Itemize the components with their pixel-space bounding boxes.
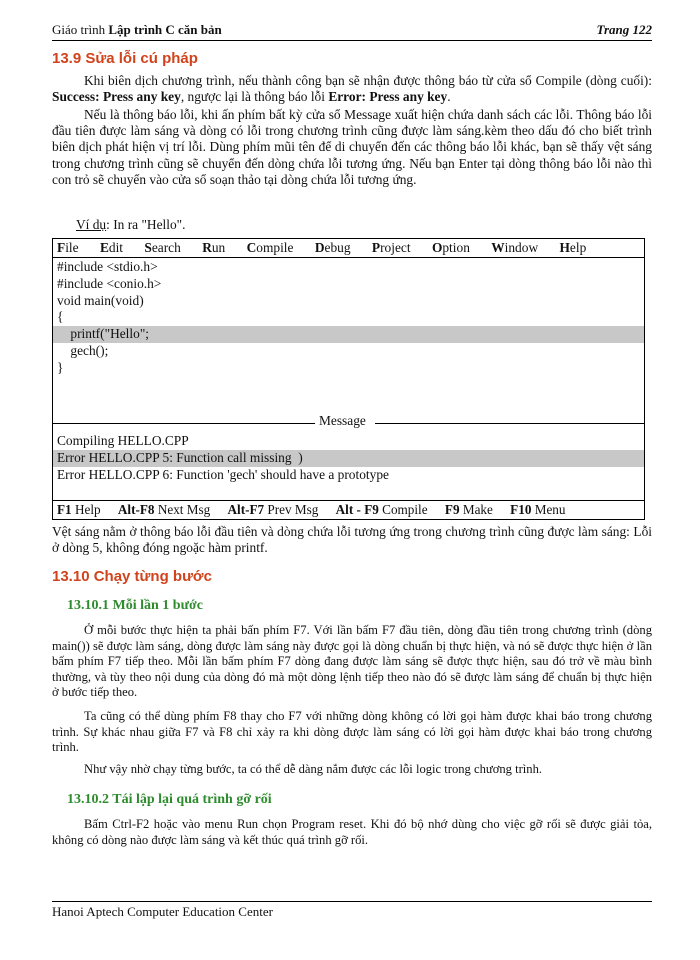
message-item-highlighted[interactable]: Error HELLO.CPP 5: Function call missing ) bbox=[53, 450, 644, 467]
subsection-13-10-1-heading: 13.10.1 Mỗi lần 1 bước bbox=[67, 598, 203, 613]
status-menu[interactable]: F10 Menu bbox=[510, 502, 566, 517]
separator-line-right bbox=[375, 423, 644, 424]
ide-explanation-paragraph: Vệt sáng nằm ở thông báo lỗi đầu tiên và dòng chứa lỗi tương ứng trong chương trình cũng được làm sáng: Lỗi ở dòng 5, không đóng ngoặc hàm printf. bbox=[52, 524, 652, 556]
message-list[interactable] bbox=[57, 433, 644, 483]
header-book-title: Giáo trình Lập trình C căn bản bbox=[52, 22, 222, 37]
status-next-msg[interactable]: Alt-F8 Next Msg bbox=[117, 502, 211, 517]
code-line: } bbox=[57, 359, 64, 375]
menu-file[interactable]: File bbox=[57, 240, 79, 255]
section-13-10-heading: 13.10 Chạy từng bước bbox=[52, 568, 212, 585]
separator-line-left bbox=[53, 423, 315, 424]
message-window-title: Message bbox=[315, 413, 370, 429]
subsection-13-10-2-heading: 13.10.2 Tái lập lại quá trình gỡ rối bbox=[67, 792, 272, 807]
subsection-13-10-1-paragraph-3: Như vậy nhờ chạy từng bước, ta có thể dễ dàng nắm được các lỗi logic trong chương trình. bbox=[84, 762, 543, 776]
section-13-9-heading: 13.9 Sửa lỗi cú pháp bbox=[52, 50, 198, 67]
menu-help[interactable]: Help bbox=[559, 240, 587, 255]
status-make[interactable]: F9 Make bbox=[444, 502, 493, 517]
example-caption: Ví dụ: In ra "Hello". bbox=[76, 217, 186, 232]
subsection-13-10-2-paragraph-1: Bấm Ctrl-F2 hoặc vào menu Run chọn Program reset. Khi đó bộ nhớ dùng cho việc gỡ rối sẽ được giải tỏa, không có dòng nào được làm sáng và kết thúc quá trình gỡ rối. bbox=[52, 817, 652, 847]
section-13-9-paragraph-1: Khi biên dịch chương trình, nếu thành công bạn sẽ nhận được thông báo từ cửa sổ Compile (dòng cuối): Success: Press any key, ngược lại là thông báo lỗi Error: Press any key. bbox=[52, 73, 652, 105]
status-prev-msg[interactable]: Alt-F7 Prev Msg bbox=[227, 502, 319, 517]
header-page-number: Trang 122 bbox=[596, 22, 652, 37]
code-editor[interactable] bbox=[57, 259, 644, 377]
message-window-separator bbox=[53, 415, 644, 429]
message-item[interactable]: Compiling HELLO.CPP bbox=[57, 433, 189, 448]
code-line: #include <stdio.h> bbox=[57, 259, 158, 274]
section-13-9-paragraph-2: Nếu là thông báo lỗi, khi ấn phím bất kỳ cửa sổ Message xuất hiện chứa danh sách các lỗi. Thông báo lỗi đầu tiên được làm sáng và dòng có lỗi trong chương trình cũng được làm sáng.kèm theo dấu đó cho biết trình biên dịch phát hiện vị trí lỗi. Dùng phím mũi tên để di chuyển đến các thông báo lỗi khác, bạn sẽ thấy vệt sáng trong chương trình cũng sẽ chuyển đến dòng chứa lỗi tương ứng. Nếu bạn Enter tại dòng thông báo lỗi nào thì con trỏ sẽ chuyển vào cửa sổ soạn thảo tại dòng chứa lỗi tương ứng. bbox=[52, 107, 652, 187]
code-line-highlighted: printf("Hello"; bbox=[53, 326, 644, 343]
menu-edit[interactable]: Edit bbox=[99, 240, 124, 255]
menu-compile[interactable]: Compile bbox=[246, 240, 294, 255]
menu-run[interactable]: Run bbox=[202, 240, 226, 255]
menu-option[interactable]: Option bbox=[431, 240, 470, 255]
ide-screenshot bbox=[52, 238, 645, 520]
code-line: gech(); bbox=[57, 342, 109, 358]
page-header bbox=[52, 22, 652, 41]
subsection-13-10-1-paragraph-2: Ta cũng có thể dùng phím F8 thay cho F7 với những dòng không có lời gọi hàm được khai báo trong chương trình. Sự khác nhau giữa F7 và F8 chỉ xảy ra khi dòng được làm sáng có lời gọi hàm được khai báo trong chương trình. bbox=[52, 709, 652, 755]
code-line: { bbox=[57, 309, 64, 325]
menu-window[interactable]: Window bbox=[491, 240, 539, 255]
message-item[interactable]: Error HELLO.CPP 6: Function 'gech' should have a prototype bbox=[57, 466, 389, 482]
menu-project[interactable]: Project bbox=[371, 240, 411, 255]
code-line: #include <conio.h> bbox=[57, 275, 162, 291]
ide-status-bar bbox=[53, 500, 644, 519]
ide-menubar bbox=[53, 239, 644, 258]
code-line: void main(void) bbox=[57, 292, 144, 308]
menu-debug[interactable]: Debug bbox=[314, 240, 351, 255]
page-footer: Hanoi Aptech Computer Education Center bbox=[52, 901, 652, 920]
status-help[interactable]: F1 Help bbox=[57, 502, 101, 517]
menu-search[interactable]: Search bbox=[144, 240, 181, 255]
status-compile[interactable]: Alt - F9 Compile bbox=[335, 502, 428, 517]
subsection-13-10-1-paragraph-1: Ở mỗi bước thực hiện ta phải bấn phím F7. Với lần bấm F7 đầu tiên, dòng đầu tiên trong chương trình (dòng main()) sẽ được làm sáng, dòng được làm sáng này được gọi là dòng chuẩn bị thực hiện, và nó sẽ được thực hiện ở lần bấm phím F7 tiếp theo. Mỗi lần bấm phím F7 dòng đang được làm sáng sẽ được thực hiện, sau đó trở về màu bình thường, và tùy theo nội dung của dòng đó mà một dòng lệnh tiếp theo nào đó sẽ được làm sáng để chuẩn bị thực hiện ở bước tiếp theo. bbox=[52, 623, 652, 700]
